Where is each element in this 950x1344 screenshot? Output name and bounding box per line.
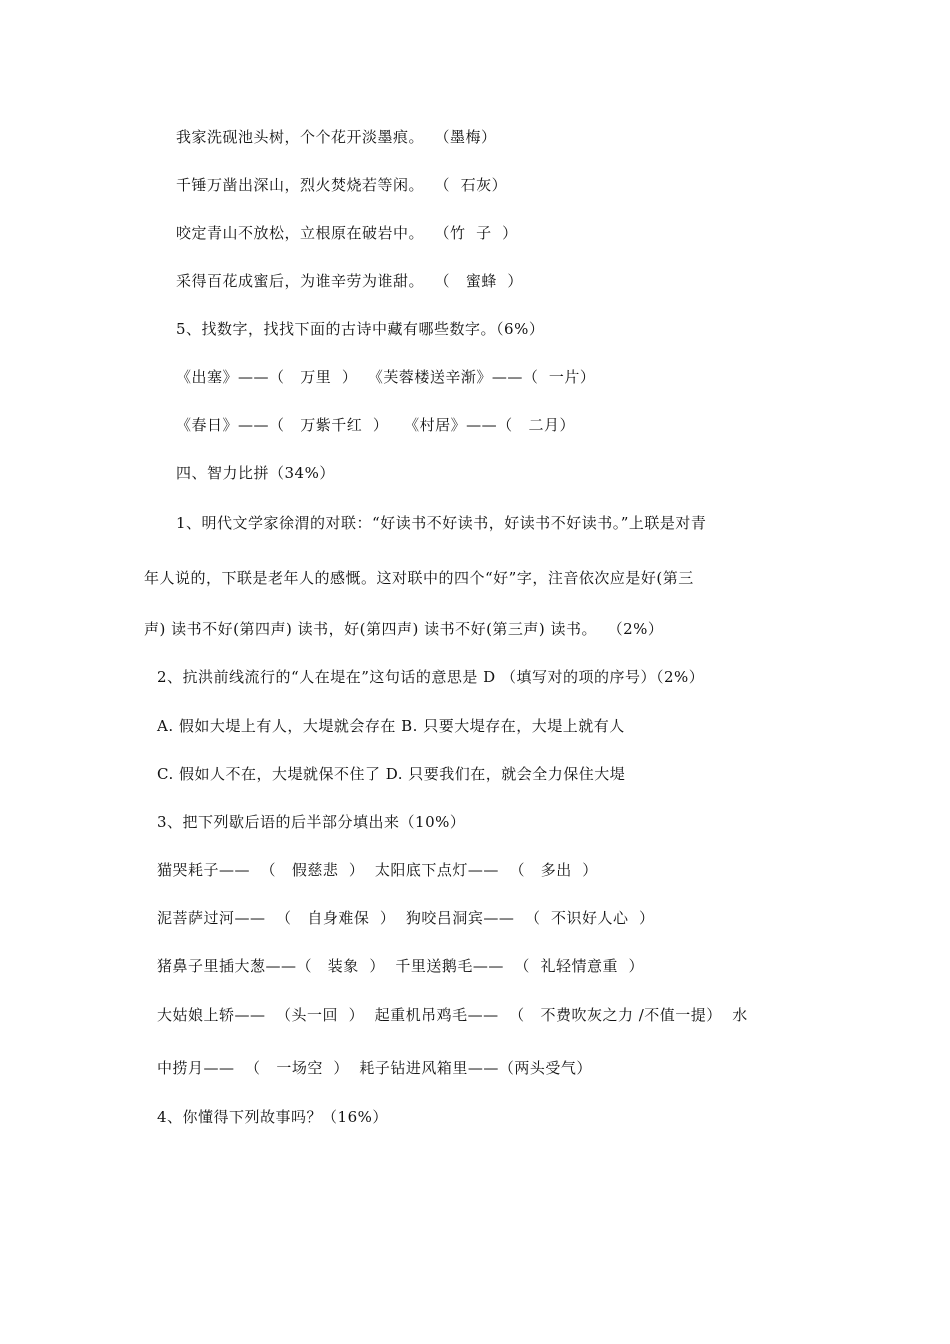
couplet-question-line-3: 声) 读书不好(第四声) 读书，好(第四声) 读书不好(第三声) 读书。 （2%）	[144, 620, 664, 638]
xiehouyu-line-2: 泥菩萨过河—— （ 自身难保 ） 狗咬吕洞宾—— （ 不识好人心 ）	[157, 909, 655, 927]
poem-line-mi-feng: 采得百花成蜜后，为谁辛劳为谁甜。 （ 蜜蜂 ）	[176, 272, 523, 290]
question-5-heading: 5、找数字，找找下面的古诗中藏有哪些数字。（6%）	[176, 320, 545, 338]
poem-line-zhu-zi: 咬定青山不放松，立根原在破岩中。 （竹 子 ）	[176, 224, 518, 242]
couplet-question-line-1: 1、明代文学家徐渭的对联：“好读书不好读书，好读书不好读书。”上联是对青	[176, 514, 707, 532]
question-2-line: 2、抗洪前线流行的“人在堤在”这句话的意思是 D （填写对的项的序号）（2%）	[157, 668, 705, 686]
option-a-b: A. 假如大堤上有人，大堤就会存在 B. 只要大堤存在，大堤上就有人	[157, 717, 625, 735]
option-c-d: C. 假如人不在，大堤就保不住了 D. 只要我们在，就会全力保住大堤	[157, 765, 626, 783]
question-4-heading: 4、你懂得下列故事吗？（16%）	[157, 1108, 388, 1126]
question-3-heading: 3、把下列歇后语的后半部分填出来（10%）	[157, 813, 466, 831]
xiehouyu-line-5: 中捞月—— （ 一场空 ） 耗子钻进风箱里——（两头受气）	[157, 1059, 592, 1077]
couplet-question-line-2: 年人说的，下联是老年人的感慨。这对联中的四个“好”字，注音依次应是好(第三	[144, 569, 694, 587]
xiehouyu-line-4: 大姑娘上轿—— （头一回 ） 起重机吊鸡毛—— （ 不费吹灰之力 /不值一提） 水	[157, 1006, 748, 1024]
number-answer-line-2: 《春日》——（ 万紫千红 ） 《村居》——（ 二月）	[176, 416, 575, 434]
xiehouyu-line-3: 猪鼻子里插大葱——（ 装象 ） 千里送鹅毛—— （ 礼轻情意重 ）	[157, 957, 644, 975]
section-4-heading: 四、智力比拼（34%）	[176, 464, 335, 482]
poem-line-mo-mei: 我家洗砚池头树，个个花开淡墨痕。 （墨梅）	[176, 128, 497, 146]
poem-line-shi-hui: 千锤万凿出深山，烈火焚烧若等闲。 （ 石灰）	[176, 176, 508, 194]
number-answer-line-1: 《出塞》——（ 万里 ） 《芙蓉楼送辛渐》——（ 一片）	[176, 368, 596, 386]
xiehouyu-line-1: 猫哭耗子—— （ 假慈悲 ） 太阳底下点灯—— （ 多出 ）	[157, 861, 598, 879]
